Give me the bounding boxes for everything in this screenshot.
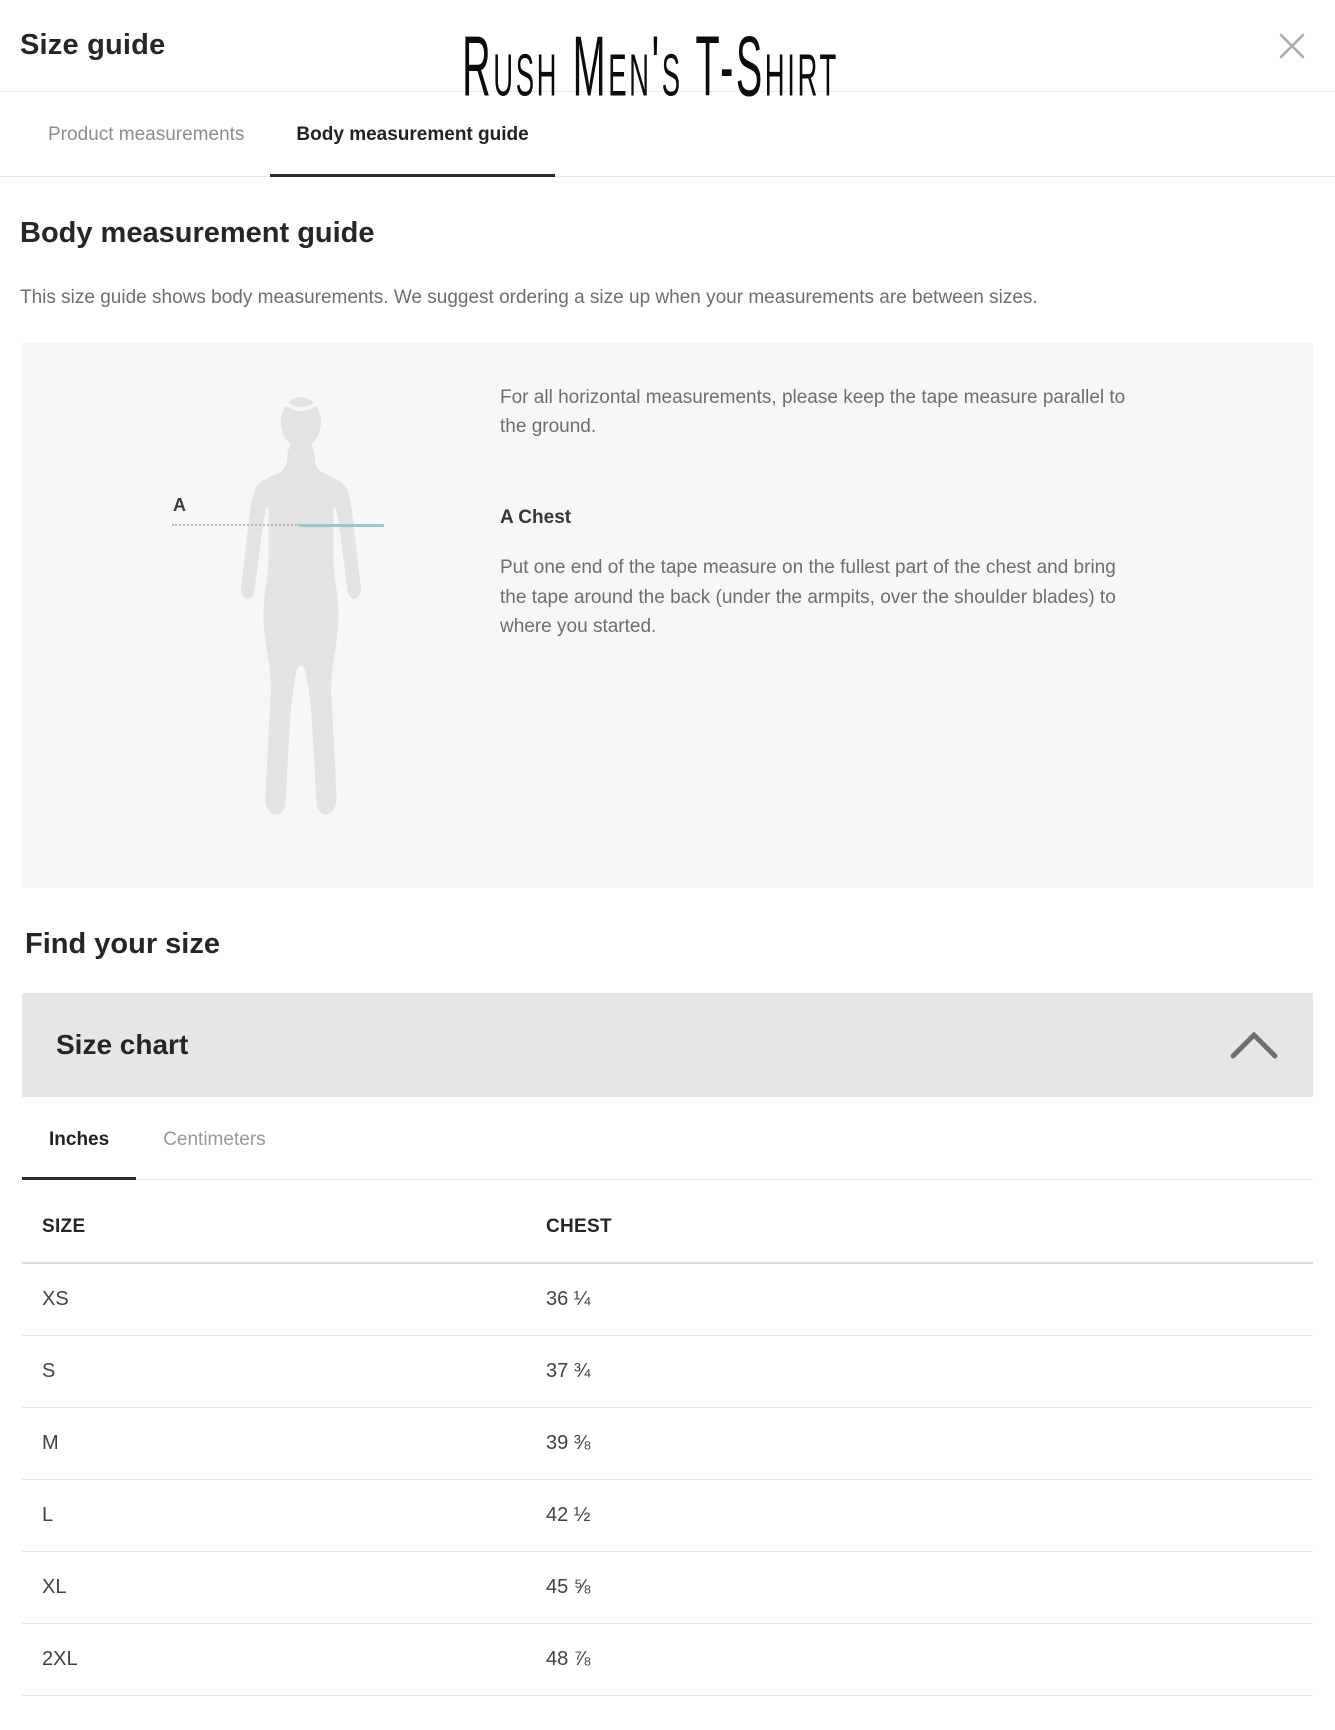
size-cell: S [42,1359,56,1382]
table-row [22,1480,1313,1552]
x-icon [1275,29,1309,63]
table-header-row [22,1180,1313,1264]
size-cell: 2XL [42,1647,78,1670]
table-row [22,1624,1313,1696]
chest-cell: 37 ¾ [546,1359,591,1382]
table-row [22,1264,1313,1336]
section-description: This size guide shows body measurements. We suggest ordering a size up when your measurements are between sizes. [20,287,1038,308]
table-row [22,1408,1313,1480]
chest-measure-line [172,524,384,527]
leader-dotted-line [172,524,300,526]
tab-inches[interactable]: Inches [22,1125,136,1180]
find-your-size-heading: Find your size [25,927,220,960]
main-tab-bar [0,118,1335,177]
column-header-size: SIZE [42,1215,86,1237]
column-header-chest: CHEST [546,1215,612,1237]
size-chart-title: Size chart [56,1028,189,1060]
table-row [22,1336,1313,1408]
body-illustration-area [22,343,500,888]
measurement-instructions [500,343,1313,888]
measurement-panel [22,343,1313,888]
page-title: Body measurement guide [20,217,375,249]
chest-cell: 42 ½ [546,1503,591,1526]
tab-product-measurements[interactable]: Product measurements [22,118,270,177]
size-cell: XL [42,1575,67,1598]
chest-heading: A Chest [500,507,572,529]
modal-header [0,0,1335,115]
tab-centimeters[interactable]: Centimeters [136,1125,292,1180]
table-row [22,1552,1313,1624]
size-chart-table [22,1180,1313,1696]
chest-cell: 48 ⅞ [546,1647,591,1670]
unit-tab-bar [22,1097,1313,1180]
tape-measure-line [300,524,384,527]
chest-cell: 39 ⅜ [546,1431,591,1454]
close-button[interactable] [1273,27,1311,65]
chest-cell: 45 ⅝ [546,1575,591,1598]
chest-cell: 36 ¼ [546,1287,591,1310]
size-cell: L [42,1503,54,1526]
size-cell: M [42,1431,59,1454]
tab-body-measurement-guide[interactable]: Body measurement guide [270,118,554,177]
size-cell: XS [42,1287,69,1310]
body-silhouette-image [208,393,394,860]
size-chart-accordion-header[interactable] [22,993,1313,1097]
measurement-intro: For all horizontal measurements, please keep the tape measure parallel to the ground. [500,386,1126,437]
modal-title: Size guide [20,29,166,61]
product-title: Rush Men's T-Shirt [461,17,839,115]
chest-instructions: Put one end of the tape measure on the fullest part of the chest and bring the tape around the back (under the armpits, over the shoulder blades) to where you started. [500,557,1116,638]
chevron-up-icon [1229,1030,1279,1060]
chest-marker-label: A [173,494,186,515]
